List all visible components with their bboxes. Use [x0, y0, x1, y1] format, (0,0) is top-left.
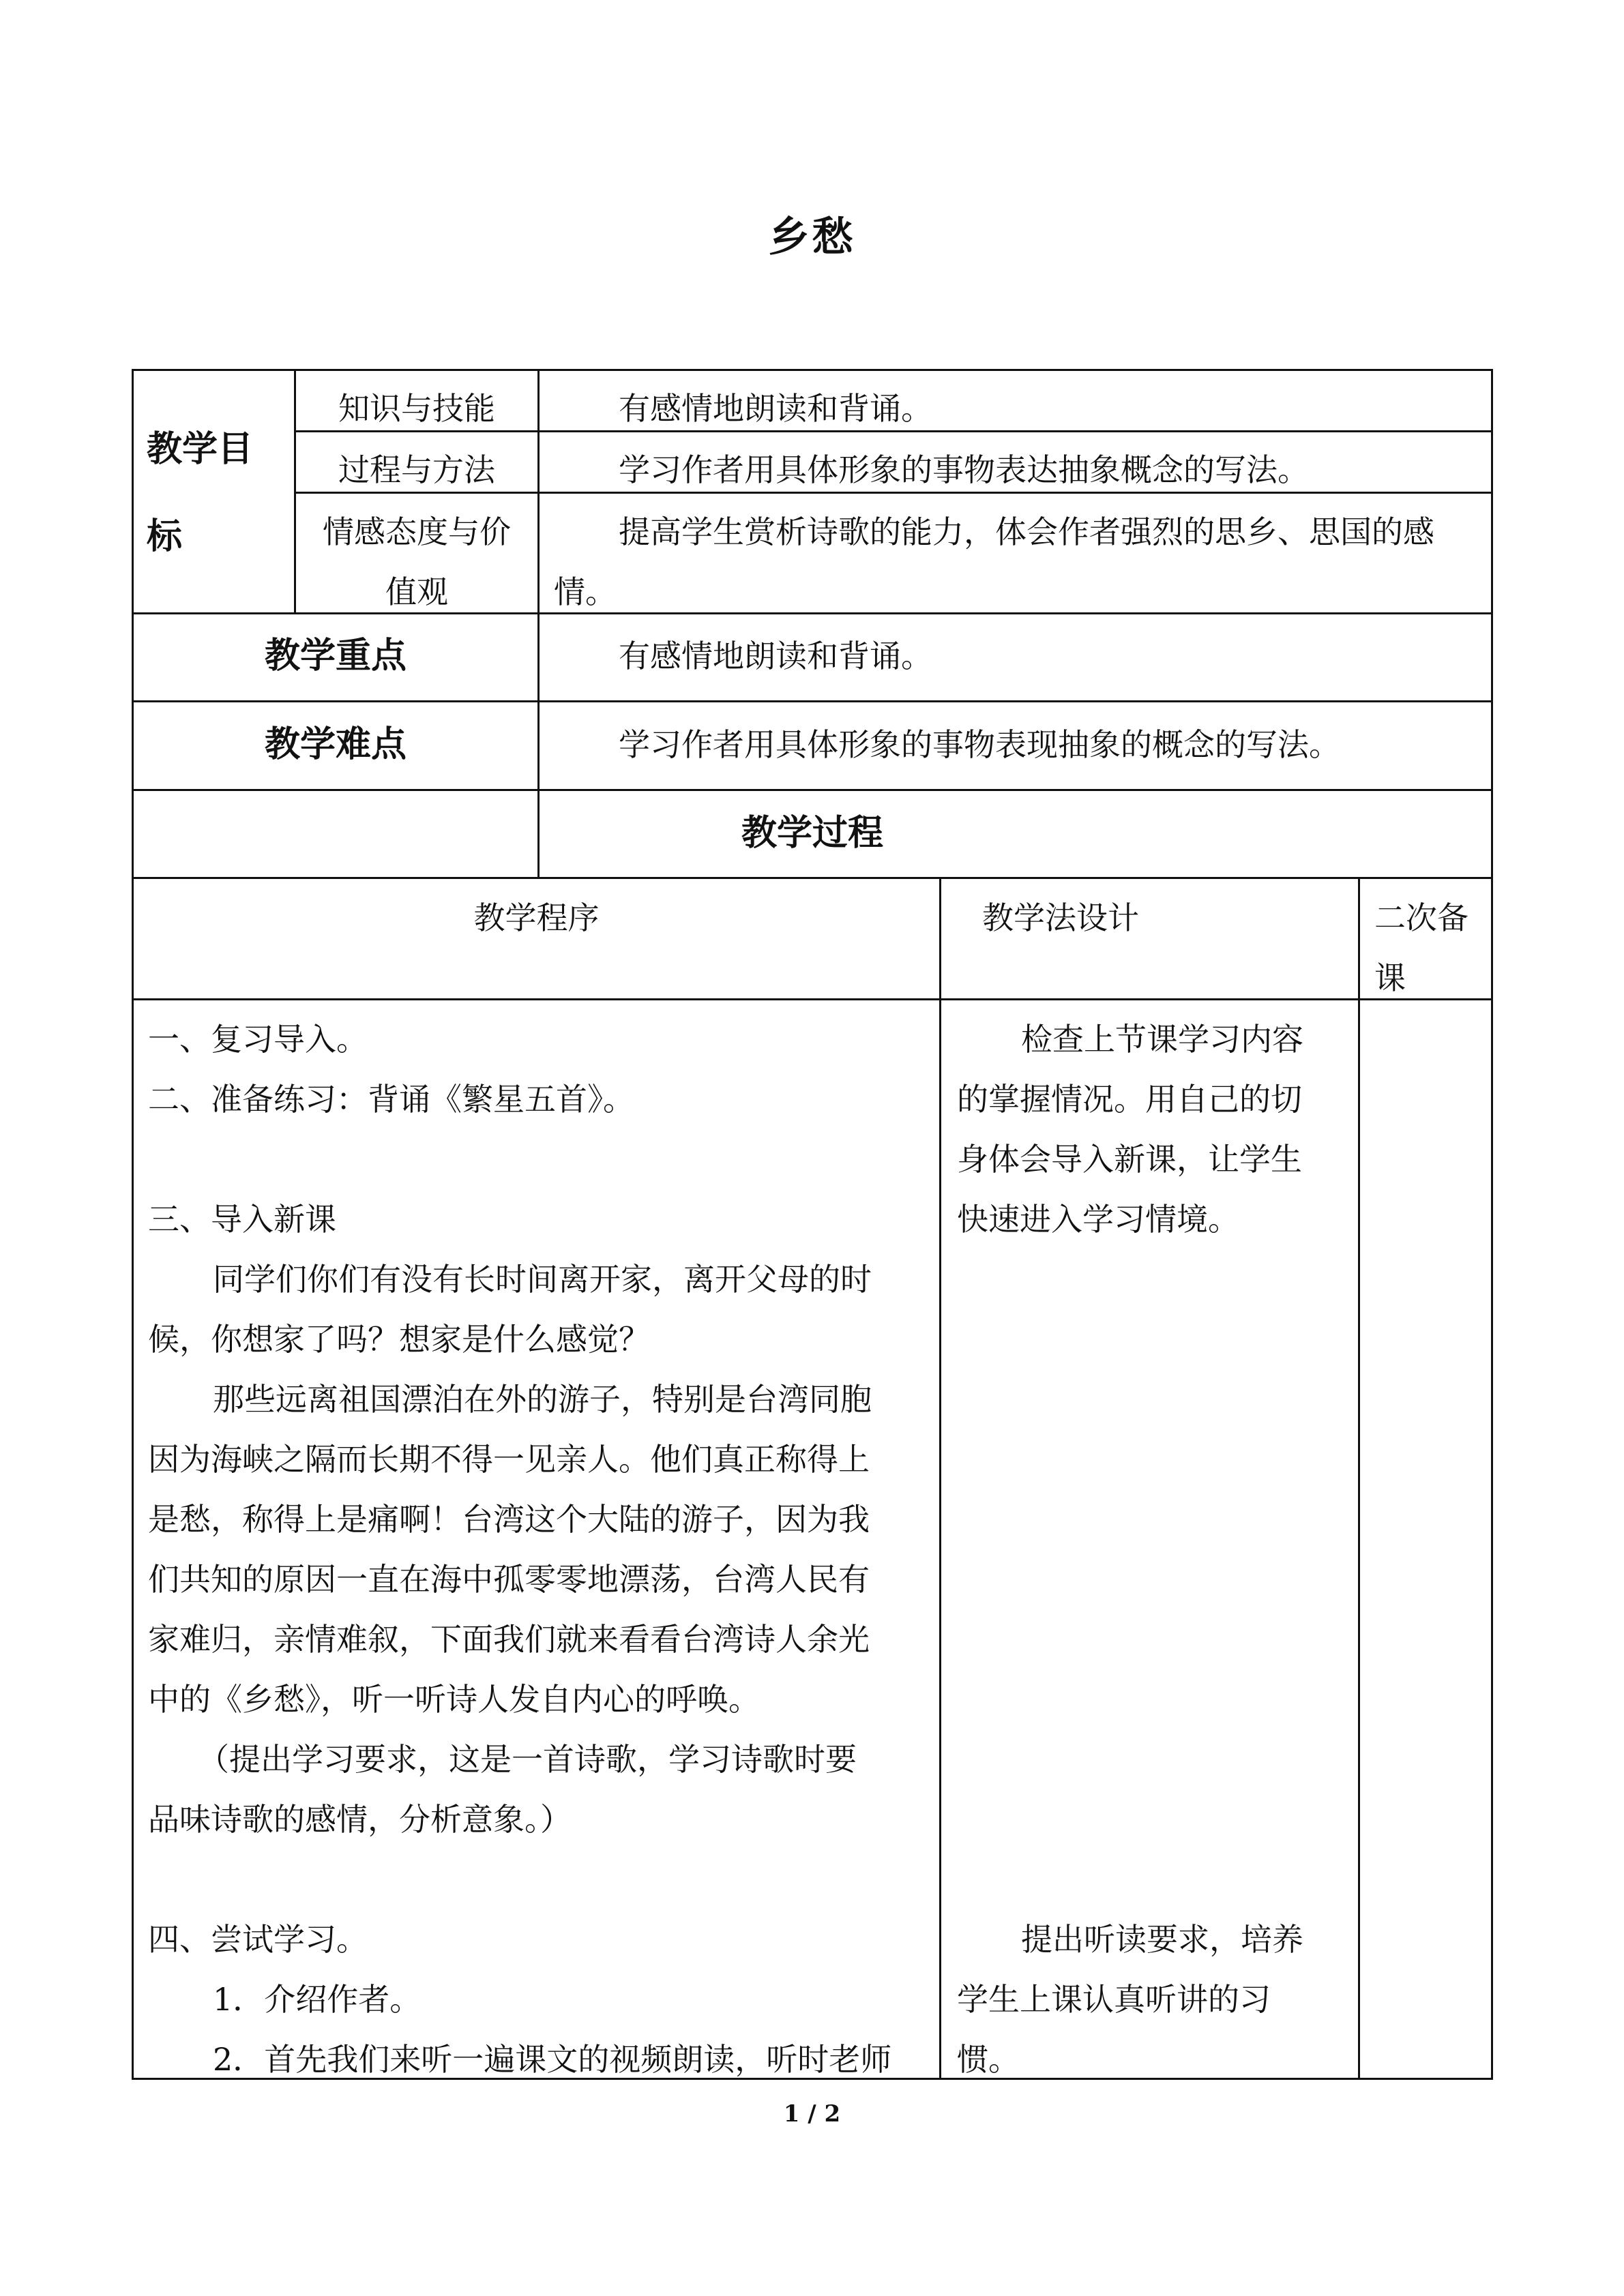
row-divider	[132, 877, 1493, 879]
objective-sublabel: 过程与方法	[338, 451, 495, 488]
row-divider	[132, 789, 1493, 791]
difficult-point-content: 学习作者用具体形象的事物表现抽象的概念的写法。	[619, 726, 1340, 763]
col-divider	[1358, 877, 1360, 2080]
procedure-line: 品味诗歌的感情，分析意象。）	[148, 1801, 572, 1838]
objectives-label-cont: 标	[147, 516, 183, 557]
procedure-line: 2．首先我们来听一遍课文的视频朗读，听时老师	[213, 2041, 892, 2078]
process-heading: 教学过程	[741, 812, 883, 854]
row-divider	[132, 700, 1493, 702]
method-line: 检查上节课学习内容	[1021, 1021, 1303, 1058]
method-line: 身体会导入新课，让学生	[957, 1141, 1302, 1178]
procedure-line: 那些远离祖国漂泊在外的游子，特别是台湾同胞	[213, 1381, 872, 1418]
page-number: 1 / 2	[783, 2100, 841, 2128]
page-title: 乡愁	[768, 213, 856, 261]
procedure-line: 是愁，称得上是痛啊！台湾这个大陆的游子，因为我	[148, 1501, 870, 1538]
objective-content: 学习作者用具体形象的事物表达抽象概念的写法。	[619, 451, 1309, 488]
procedure-line: 二、准备练习：背诵《繁星五首》。	[148, 1081, 634, 1118]
key-point-label: 教学重点	[264, 635, 407, 676]
procedure-line: 三、导入新课	[148, 1201, 336, 1238]
procedure-column-header: 教学程序	[473, 899, 600, 936]
objective-sublabel: 知识与技能	[338, 390, 495, 427]
objective-sublabel: 情感态度与价	[323, 513, 511, 550]
procedure-line: 因为海峡之隔而长期不得一见亲人。他们真正称得上	[148, 1441, 870, 1478]
procedure-line: 家难归，亲情难叙，下面我们就来看看台湾诗人余光	[148, 1621, 870, 1658]
secondary-column-header: 二次备	[1374, 899, 1468, 936]
col-divider	[537, 369, 540, 878]
row-divider	[132, 998, 1493, 1000]
method-line: 惯。	[957, 2041, 1020, 2078]
method-line: 快速进入学习情境。	[957, 1201, 1239, 1238]
method-column-header: 教学法设计	[982, 899, 1139, 936]
col-divider	[939, 877, 941, 2080]
procedure-line: 1．介绍作者。	[213, 1981, 422, 2018]
key-point-content: 有感情地朗读和背诵。	[619, 638, 932, 674]
method-line: 学生上课认真听讲的习	[957, 1981, 1271, 2018]
procedure-line: 同学们你们有没有长时间离开家，离开父母的时	[213, 1261, 872, 1298]
procedure-line: 们共知的原因一直在海中孤零零地漂荡，台湾人民有	[148, 1561, 870, 1598]
method-line: 的掌握情况。用自己的切	[957, 1081, 1302, 1118]
objective-content-cont: 情。	[554, 573, 617, 610]
procedure-line: 四、尝试学习。	[148, 1921, 368, 1958]
objective-content: 有感情地朗读和背诵。	[619, 390, 932, 427]
objective-content: 提高学生赏析诗歌的能力，体会作者强烈的思乡、思国的感	[619, 513, 1434, 550]
procedure-line: 中的《乡愁》，听一听诗人发自内心的呼唤。	[148, 1681, 760, 1718]
procedure-line: 一、复习导入。	[148, 1021, 368, 1058]
procedure-line: （提出学习要求，这是一首诗歌，学习诗歌时要	[198, 1741, 857, 1778]
secondary-column-header-cont: 课	[1374, 959, 1406, 996]
objective-sublabel-cont: 值观	[385, 573, 448, 610]
objectives-label: 教学目	[147, 428, 254, 470]
method-line: 提出听读要求，培养	[1021, 1921, 1303, 1958]
procedure-line: 候，你想家了吗？想家是什么感觉？	[148, 1321, 650, 1358]
difficult-point-label: 教学难点	[264, 724, 407, 765]
